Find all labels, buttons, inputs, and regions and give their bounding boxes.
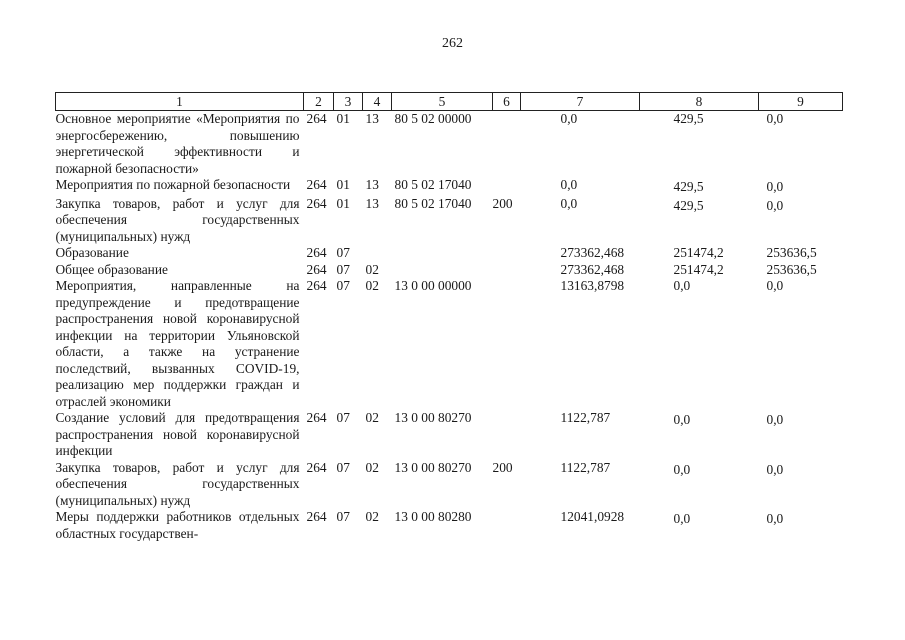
subsection-code: 02 xyxy=(365,509,379,524)
subsection-code xyxy=(363,245,392,262)
column-header: 8 xyxy=(640,93,759,111)
section-code: 01 xyxy=(336,177,350,192)
row-name: Мероприятия, направленные на предупреждение и предотвращение распространения новой коронавирусной инфекции на территории Ульяновской области, а также на устранение последствий, вызванных COVID-19, реализацию мер поддержки граждан и отраслей экономики xyxy=(55,278,300,409)
subsection-code: 13 xyxy=(365,195,379,211)
amount-year-3: 0,0 xyxy=(766,179,784,194)
subsection-code: 02 xyxy=(365,410,379,425)
amount-year-3: 0,0 xyxy=(766,461,784,477)
amount-year-1: 0,0 xyxy=(560,111,578,126)
ministry-code: 264 xyxy=(306,410,327,425)
table-row xyxy=(56,245,843,262)
amount-year-2: 429,5 xyxy=(673,111,704,126)
target-article-code: 13 0 00 80280 xyxy=(394,509,472,524)
amount-year-3: 0,0 xyxy=(766,197,784,213)
amount-year-2: 0,0 xyxy=(673,278,691,293)
ministry-code: 264 xyxy=(306,278,327,293)
ministry-code: 264 xyxy=(306,177,327,192)
row-name: Основное мероприятие «Мероприятия по энергосбережению, повышению энергетической эффективности и пожарной безопасности» xyxy=(55,111,300,176)
column-header: 2 xyxy=(304,93,334,111)
expense-type-code xyxy=(493,111,521,178)
expense-type-code xyxy=(493,278,521,410)
row-name: Закупка товаров, работ и услуг для обеспечения государственных (муниципальных) нужд xyxy=(55,195,300,244)
target-article-code: 80 5 02 17040 xyxy=(394,195,472,211)
target-article-code: 13 0 00 80270 xyxy=(394,459,472,475)
amount-year-3: 0,0 xyxy=(766,278,784,293)
expense-type-code xyxy=(493,262,521,279)
expense-type-code xyxy=(493,177,521,196)
target-article-code xyxy=(392,262,493,279)
amount-year-2: 429,5 xyxy=(673,197,704,213)
table-row xyxy=(56,509,843,542)
row-name: Образование xyxy=(55,245,129,260)
table-row xyxy=(56,262,843,279)
table-row xyxy=(56,177,843,196)
row-name: Мероприятия по пожарной безопасности xyxy=(55,177,291,192)
table-row xyxy=(56,111,843,178)
ministry-code: 264 xyxy=(306,111,327,126)
column-header: 6 xyxy=(493,93,521,111)
ministry-code: 264 xyxy=(306,195,327,211)
expense-type-code: 200 xyxy=(492,459,513,475)
ministry-code: 264 xyxy=(306,261,327,277)
section-code: 01 xyxy=(336,195,350,211)
amount-year-3: 0,0 xyxy=(766,111,784,126)
row-name: Закупка товаров, работ и услуг для обеспечения государственных (муниципальных) нужд xyxy=(55,459,300,508)
expense-type-code xyxy=(493,509,521,542)
amount-year-1: 0,0 xyxy=(560,195,578,211)
column-header: 9 xyxy=(759,93,843,111)
section-code: 07 xyxy=(336,509,350,524)
amount-year-2: 251474,2 xyxy=(673,261,724,277)
budget-table xyxy=(55,92,843,542)
amount-year-2: 0,0 xyxy=(673,412,691,427)
table-row xyxy=(56,410,843,460)
ministry-code: 264 xyxy=(306,509,327,524)
target-article-code: 80 5 02 17040 xyxy=(394,177,472,192)
section-code: 01 xyxy=(336,111,350,126)
target-article-code: 80 5 02 00000 xyxy=(394,111,472,126)
subsection-code: 02 xyxy=(365,261,379,277)
amount-year-1: 273362,468 xyxy=(560,261,625,277)
amount-year-3: 253636,5 xyxy=(766,245,817,260)
target-article-code xyxy=(392,245,493,262)
table-row xyxy=(56,196,843,246)
table-row xyxy=(56,460,843,510)
amount-year-1: 273362,468 xyxy=(560,245,625,260)
column-header: 7 xyxy=(521,93,640,111)
column-header: 1 xyxy=(56,93,304,111)
section-code: 07 xyxy=(336,459,350,475)
column-header: 3 xyxy=(334,93,363,111)
amount-year-1: 12041,0928 xyxy=(560,509,625,524)
amount-year-1: 0,0 xyxy=(560,177,578,192)
amount-year-3: 0,0 xyxy=(766,412,784,427)
table-body xyxy=(56,111,843,543)
section-code: 07 xyxy=(336,245,350,260)
amount-year-2: 429,5 xyxy=(673,179,704,194)
row-name: Общее образование xyxy=(55,261,168,277)
expense-type-code: 200 xyxy=(492,195,513,211)
section-code: 07 xyxy=(336,410,350,425)
header-row xyxy=(56,93,843,111)
section-code: 07 xyxy=(336,261,350,277)
amount-year-3: 0,0 xyxy=(766,511,784,526)
amount-year-1: 1122,787 xyxy=(560,459,611,475)
amount-year-3: 253636,5 xyxy=(766,261,817,277)
subsection-code: 02 xyxy=(365,278,379,293)
amount-year-1: 1122,787 xyxy=(560,410,611,425)
subsection-code: 13 xyxy=(365,111,379,126)
subsection-code: 02 xyxy=(365,459,379,475)
amount-year-2: 0,0 xyxy=(673,511,691,526)
target-article-code: 13 0 00 80270 xyxy=(394,410,472,425)
column-header: 5 xyxy=(392,93,493,111)
section-code: 07 xyxy=(336,278,350,293)
table-row xyxy=(56,278,843,410)
amount-year-2: 0,0 xyxy=(673,461,691,477)
page-number: 262 xyxy=(442,36,463,51)
amount-year-1: 13163,8798 xyxy=(560,278,625,293)
amount-year-2: 251474,2 xyxy=(673,245,724,260)
expense-type-code xyxy=(493,410,521,460)
ministry-code: 264 xyxy=(306,459,327,475)
subsection-code: 13 xyxy=(365,177,379,192)
row-name: Создание условий для предотвращения распространения новой коронавирусной инфекции xyxy=(55,410,300,458)
expense-type-code xyxy=(493,245,521,262)
target-article-code: 13 0 00 00000 xyxy=(394,278,472,293)
row-name: Меры поддержки работников отдельных областных государствен- xyxy=(55,509,300,541)
ministry-code: 264 xyxy=(306,245,327,260)
column-header: 4 xyxy=(363,93,392,111)
